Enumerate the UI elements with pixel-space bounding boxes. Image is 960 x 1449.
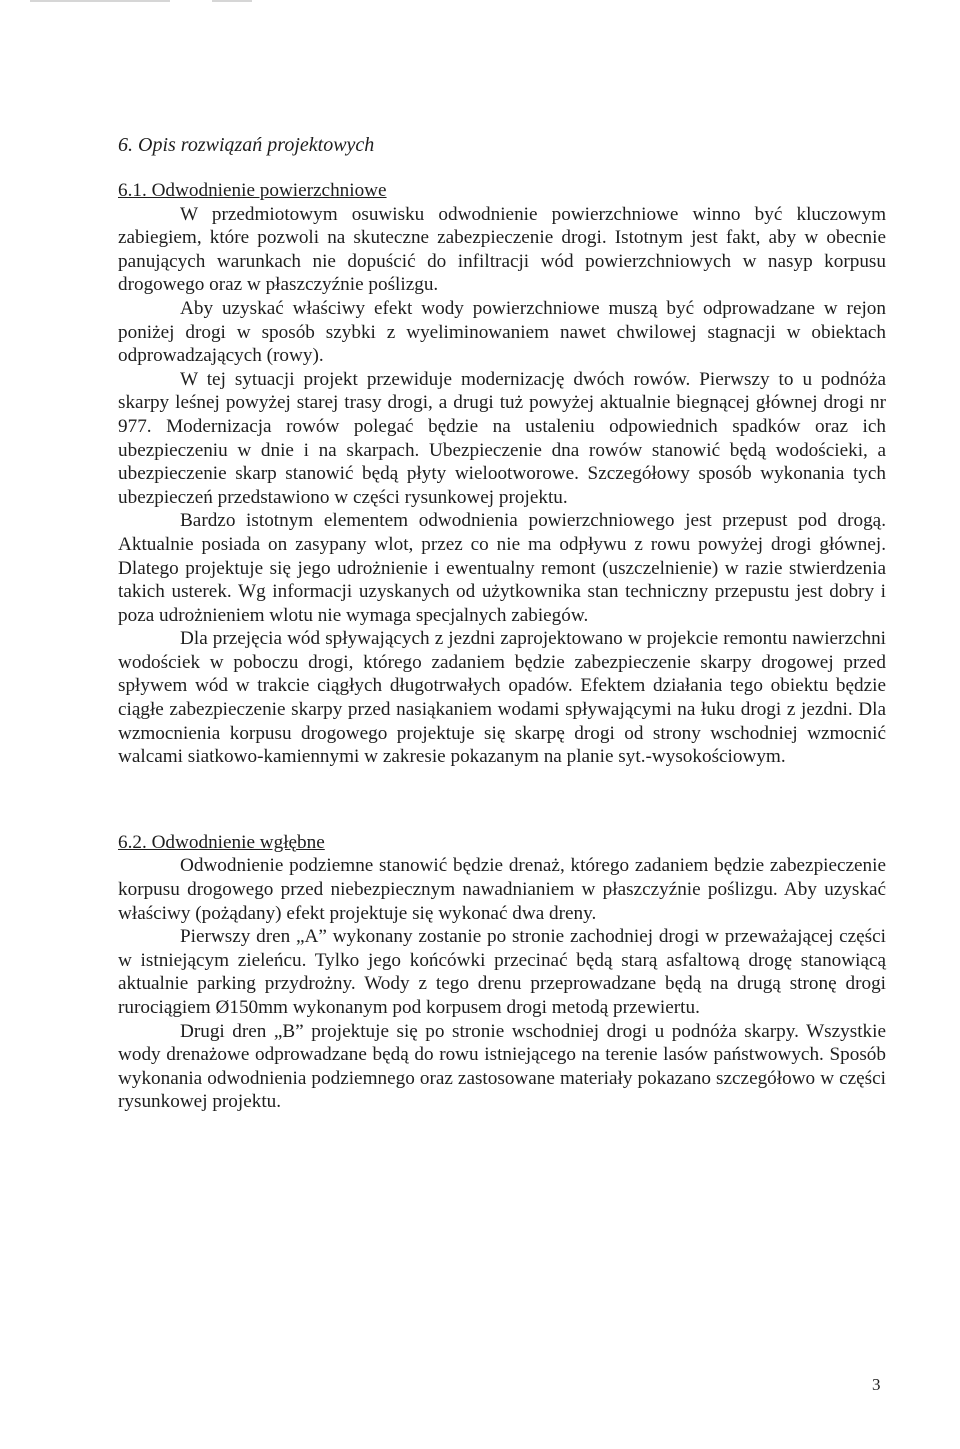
section-6-2 [118,831,886,1114]
paragraph: Drugi dren „B” projektuje się po stronie wschodniej drogi u podnóża skarpy. Wszystkie wody drenażowe odprowadzane będą do rowu istniejącego na terenie lasów państwowych. Sposób wykonania odwodnienia podziemnego oraz zastosowane materiały pokazano szczegółowo w części rysunkowej projektu. [118,1020,886,1113]
section-heading-6-2: 6.2. Odwodnienie wgłębne [118,831,325,853]
paragraph: Pierwszy dren „A” wykonany zostanie po stronie zachodniej drogi w przeważającej części w istniejącym zieleńcu. Tylko jego końcówki przecinać będą starą asfaltową drogę stanowiącą aktualnie parking przydrożny. Wody z tego drenu przeprowadzane będą na drugą stronę drogi rurociągiem Ø150mm wykonanym pod korpusem drogi metodą przewiertu. [118,926,886,1018]
paragraph: Dla przejęcia wód spływających z jezdni zaprojektowano w projekcie remontu nawierzchni wodościek w poboczu drogi, którego zadaniem będzie zabezpieczenie skarpy drogowej przed spływem wód w trakcie ciągłych długotrwałych opadów. Efektem działania tego obiektu będzie ciągłe zabezpieczenie skarpy przed nasiąkaniem wodami spływającymi na łuku drogi z jezdni. Dla wzmocnienia korpusu drogowego projektuje się skarpę drogi od strony wschodniej wzmocnić walcami siatkowo-kamiennymi w zakresie pokazanym na planie syt.-wysokościowym. [118,628,886,768]
paragraph: W przedmiotowym osuwisku odwodnienie powierzchniowe winno być kluczowym zabiegiem, które pozwoli na skuteczne zabezpieczenie drogi. Istotnym jest fakt, aby w obecnie panujących warunkach nie dopuścić do infiltracji wód powierzchniowych w nasyp korpusu drogowego oraz w płaszczyźnie poślizgu. [118,203,886,296]
page-number: 3 [872,1375,881,1394]
chapter-title: 6. Opis rozwiązań projektowych [118,134,375,156]
paragraph: Aby uzyskać właściwy efekt wody powierzchniowe muszą być odprowadzane w rejon poniżej drogi w sposób szybki z wyeliminowaniem nawet chwilowej stagnacji w obiektach odprowadzających (rowy). [118,297,886,367]
document-body [118,133,886,1114]
paragraph: Bardzo istotnym elementem odwodnienia powierzchniowego jest przepust pod drogą. Aktualnie posiada on zasypany wlot, przez co nie ma odpływu z rowu powyżej drogi głównej. Dlatego projektuje się jego udrożnienie i ewentualny remont (uszczelnienie) w razie stwierdzenia takich usterek. Wg informacji uzyskanych od użytkownika stan techniczny przepustu jest dobry i poza udrożnieniem wlotu nie wymaga specjalnych zabiegów. [118,510,886,626]
scan-artifact-top [30,0,170,2]
paragraph: W tej sytuacji projekt przewiduje modernizację dwóch rowów. Pierwszy to u podnóża skarpy leśnej powyżej starej trasy drogi, a drugi tuż powyżej aktualnie biegnącej głównej drogi nr 977. Modernizacja rowów polegać będzie na ustaleniu odpowiednich spadków oraz ich ubezpieczeniu w dnie i na skarpach. Ubezpieczenie dna rowów stanowić będą wodościeki, a ubezpieczenie skarp stanowić będą płyty wielootworowe. Szczegółowy sposób wykonania tych ubezpieczeń przedstawiono w części rysunkowej projektu. [118,368,886,508]
section-spacer [118,769,886,831]
scan-artifact-top-right [212,0,252,2]
section-heading-6-1: 6.1. Odwodnienie powierzchniowe [118,180,387,201]
section-6-1 [118,179,886,769]
paragraph: Odwodnienie podziemne stanowić będzie drenaż, którego zadaniem będzie zabezpieczenie korpusu drogowego przed niebezpiecznym nawadnianiem w płaszczyźnie poślizgu. Aby uzyskać właściwy (pożądany) efekt projektuje się wykonać dwa dreny. [118,855,886,924]
